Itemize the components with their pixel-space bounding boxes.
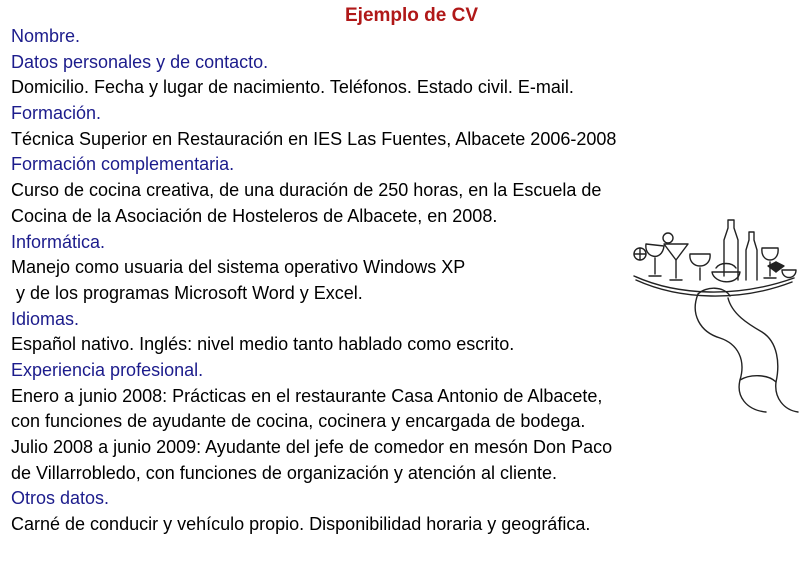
text-experiencia-4: de Villarrobledo, con funciones de organización y atención al cliente. [11,462,558,483]
heading-formacion-complementaria: Formación complementaria. [11,154,235,175]
text-otros-datos: Carné de conducir y vehículo propio. Disponibilidad horaria y geográfica. [11,514,591,535]
text-informatica-2: y de los programas Microsoft Word y Excel. [11,282,363,303]
waiter-arm-tray-illustration [628,214,800,414]
heading-idiomas: Idiomas. [11,308,80,329]
text-datos-personales: Domicilio. Fecha y lugar de nacimiento. Teléfonos. Estado civil. E-mail. [11,77,574,98]
text-informatica-1: Manejo como usuaria del sistema operativo Windows XP [11,257,466,278]
heading-nombre: Nombre. [11,26,81,46]
text-formacion-complementaria-1: Curso de cocina creativa, de una duración de 250 horas, en la Escuela de [11,180,602,201]
text-experiencia-2: con funciones de ayudante de cocina, cocinera y encargada de bodega. [11,411,586,432]
text-experiencia-3: Julio 2008 a junio 2009: Ayudante del jefe de comedor en mesón Don Paco [11,437,613,457]
heading-datos-personales: Datos personales y de contacto. [11,51,269,72]
heading-informatica: Informática. [11,231,106,252]
text-formacion: Técnica Superior en Restauración en IES Las Fuentes, Albacete 2006-2008 [11,128,617,149]
text-idiomas: Español nativo. Inglés: nivel medio tanto hablado como escrito. [11,334,515,355]
heading-experiencia: Experiencia profesional. [11,359,204,380]
document-title: Ejemplo de CV [345,5,479,26]
text-experiencia-1: Enero a junio 2008: Prácticas en el restaurante Casa Antonio de Albacete, [11,385,603,406]
heading-otros-datos: Otros datos. [11,488,110,509]
text-formacion-complementaria-2: Cocina de la Asociación de Hosteleros de Albacete, en 2008. [11,205,498,226]
heading-formacion: Formación. [11,103,102,124]
